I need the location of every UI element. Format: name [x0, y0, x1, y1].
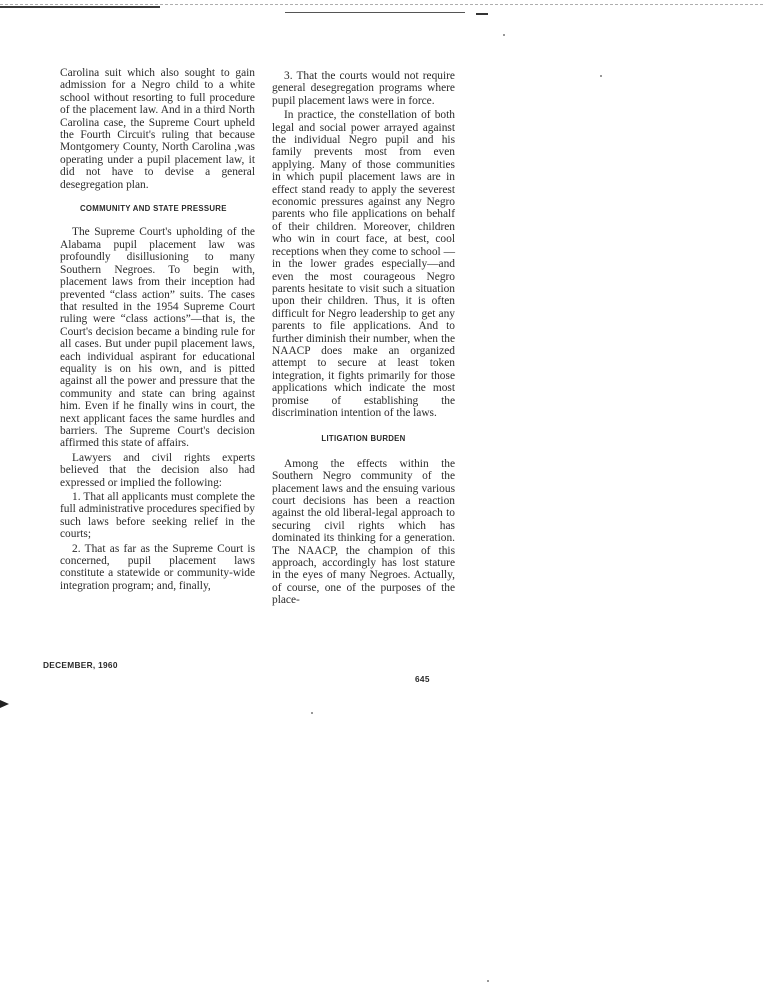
- paragraph: In practice, the constellation of both legal and social power arrayed against the individual Negro pupil and his family prevents most from even applying. Many of those communities in which pupil placement laws are in effect stand ready to apply the severest economic pressures against any Negro parents who file applications on behalf of their children. Moreover, children who win in court face, at best, cool receptions when they come to school —in the lower grades especially—and even the most courageous Negro parents hesitate to visit such a situation upon their children. Thus, it is often difficult for Negro leadership to get any parents to file applications. And to further diminish their number, when the NAACP does make an organized attempt to secure at least token integration, it fights primarily for those applications which indicate the most promise of establishing the discrimination intention of the laws.: [272, 109, 455, 419]
- footer-date: DECEMBER, 1960: [43, 660, 118, 670]
- list-item: 3. That the courts would not require general desegregation programs where pupil placement laws were in force.: [272, 70, 455, 107]
- paragraph: Carolina suit which also sought to gain admission for a Negro child to a white school without resorting to full procedure of the placement law. And in a third North Carolina case, the Supreme Court upheld the Fourth Circuit's ruling that because Montgomery County, North Carolina ,was operating under a pupil placement law, it did not have to devise a general desegregation plan.: [60, 67, 255, 191]
- list-item: 2. That as far as the Supreme Court is concerned, pupil placement laws constitute a statewide or community-wide integration program; and, finally,: [60, 542, 255, 592]
- right-column: [272, 70, 455, 607]
- list-item: 1. That all applicants must complete the full administrative procedures specified by such laws before seeking relief in the courts;: [60, 491, 255, 541]
- paragraph: The Supreme Court's upholding of the Alabama pupil placement law was profoundly disillusioning to many Southern Negroes. To begin with, placement laws from their inception had prevented “class action” suits. The cases that resulted in the 1954 Supreme Court ruling were “class actions”—that is, the Court's decision became a binding rule for all cases. But under pupil placement laws, each individual aspirant for educational equality is on his own, and is pitted against all the power and pressure that the community and state can bring against him. Even if he finally wins in court, the next applicant faces the same hurdles and barriers. The Supreme Court's decision affirmed this state of affairs.: [60, 226, 255, 450]
- scan-artifact-line: [285, 12, 465, 13]
- scan-edge-mark: [0, 700, 9, 708]
- scan-speck: [487, 980, 489, 982]
- scan-speck: [600, 75, 602, 77]
- scan-artifact-dash: [476, 13, 488, 15]
- scan-artifact-line: [0, 6, 160, 8]
- paragraph: Lawyers and civil rights experts believed that the decision also had expressed or implied the following:: [60, 451, 255, 489]
- paragraph: Among the effects within the Southern Negro community of the placement laws and the ensuing various court decisions has been a reaction against the old liberal-legal approach to securing civil rights which has dominated its thinking for a generation. The NAACP, the champion of this approach, accordingly has lost stature in the eyes of many Negroes. Actually, of course, one of the purposes of the place-: [272, 457, 455, 607]
- section-heading-litigation-burden: LITIGATION BURDEN: [321, 434, 406, 444]
- section-heading-community-and-state-pressure: COMMUNITY AND STATE PRESSURE: [80, 204, 227, 214]
- page-number: 645: [415, 674, 430, 684]
- scan-speck: [311, 712, 313, 714]
- left-column: [60, 67, 255, 592]
- scan-speck: [503, 34, 505, 36]
